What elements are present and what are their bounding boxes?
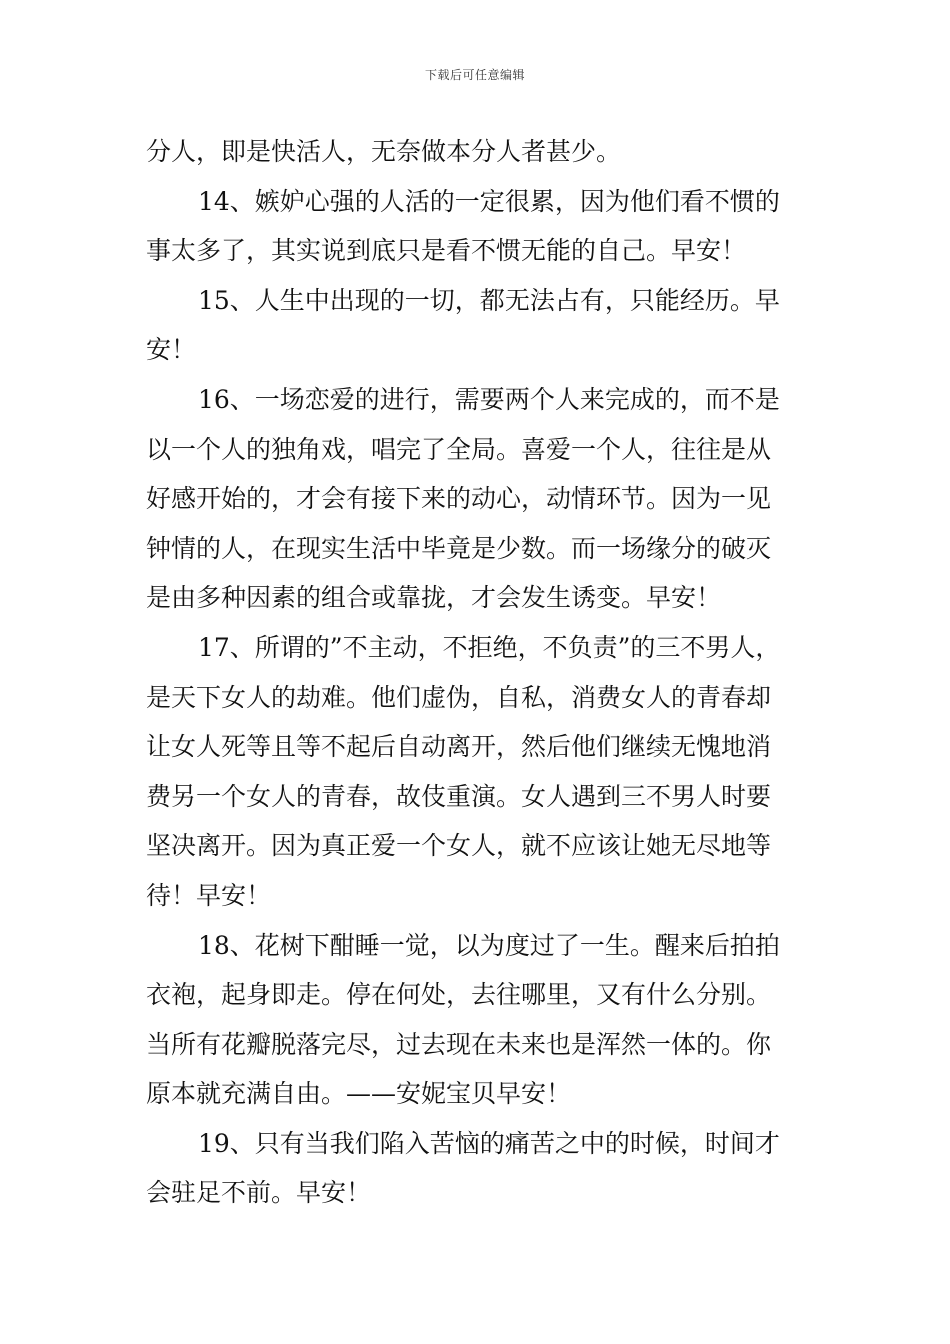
text-line: 安！ — [146, 335, 197, 365]
text-line: 17、所谓的”不主动，不拒绝，不负责”的三不男人， — [198, 632, 781, 662]
text-line: 当所有花瓣脱落完尽，过去现在未来也是浑然一体的。你 — [146, 1029, 772, 1059]
text-line: 让女人死等且等不起后自动离开，然后他们继续无愧地消 — [146, 732, 772, 762]
text-line: 以一个人的独角戏，唱完了全局。喜爱一个人，往往是从 — [146, 434, 772, 464]
text-line: 15、人生中出现的一切，都无法占有，只能经历。早 — [198, 285, 780, 315]
text-line: 衣袍，起身即走。停在何处，去往哪里，又有什么分别。 — [146, 980, 772, 1010]
document-body — [146, 127, 806, 1218]
text-line: 原本就充满自由。——安妮宝贝早安！ — [146, 1079, 572, 1109]
text-line: 是由多种因素的组合或靠拢，才会发生诱变。早安！ — [146, 583, 722, 613]
text-line: 16、一场恋爱的进行，需要两个人来完成的，而不是 — [198, 384, 780, 414]
text-line: 19、只有当我们陷入苦恼的痛苦之中的时候，时间才 — [198, 1128, 780, 1158]
text-line: 钟情的人，在现实生活中毕竟是少数。而一场缘分的破灭 — [146, 533, 772, 563]
page-header: 下载后可任意编辑 — [424, 68, 525, 82]
text-line: 好感开始的，才会有接下来的动心，动情环节。因为一见 — [146, 484, 772, 514]
text-line: 18、花树下酣睡一觉，以为度过了一生。醒来后拍拍 — [198, 930, 780, 960]
text-line: 会驻足不前。早安！ — [146, 1178, 372, 1208]
text-line: 坚决离开。因为真正爱一个女人，就不应该让她无尽地等 — [146, 831, 772, 861]
text-line: 分人，即是快活人，无奈做本分人者甚少。 — [146, 137, 622, 166]
text-line: 费另一个女人的青春，故伎重演。女人遇到三不男人时要 — [146, 781, 772, 811]
text-line: 14、嫉妒心强的人活的一定很累，因为他们看不惯的 — [198, 186, 780, 216]
text-line: 事太多了，其实说到底只是看不惯无能的自己。早安！ — [146, 236, 747, 266]
text-line: 是天下女人的劫难。他们虚伪，自私，消费女人的青春却 — [146, 682, 772, 712]
text-line: 待！早安！ — [146, 880, 272, 910]
